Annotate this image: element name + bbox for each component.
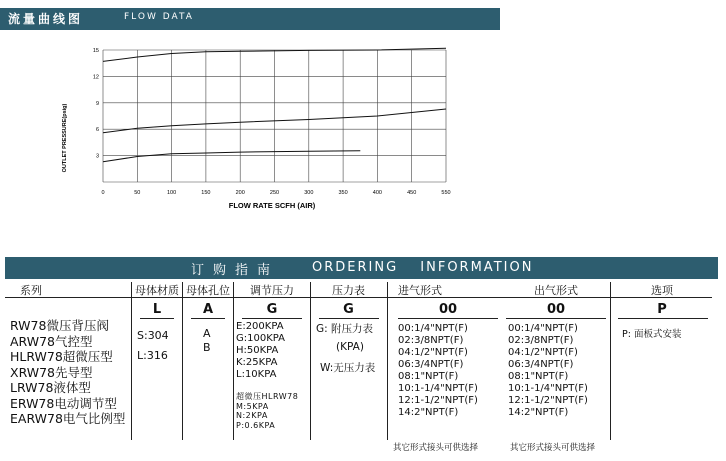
header-gauge: 压力表 <box>332 284 365 297</box>
outlet-item: 04:1/2"NPT(F) <box>508 347 578 358</box>
chart-y-label: OUTLET PRESSURE(psig) <box>62 103 68 173</box>
outlet-item: 08:1"NPT(F) <box>508 371 569 382</box>
inlet-item: 00:1/4"NPT(F) <box>398 323 468 334</box>
code-underline <box>140 318 174 319</box>
code-underline <box>398 318 498 319</box>
code-underline <box>506 318 606 319</box>
inlet-item: 14:2"NPT(F) <box>398 407 459 418</box>
material-item: L:316 <box>137 349 168 362</box>
code-underline <box>242 318 302 319</box>
ordering-title-en: ORDERING INFORMATION <box>312 260 534 275</box>
header-rule <box>5 297 712 298</box>
series-item: HLRW78超微压型 <box>10 349 113 364</box>
outlet-item: 06:3/4NPT(F) <box>508 359 574 370</box>
series-item: ERW78电动调节型 <box>10 395 117 411</box>
pressure-item: N:2KPA <box>236 411 268 420</box>
chart-x-ticks <box>101 190 450 196</box>
header-material: 母体材质 <box>135 284 179 297</box>
y-tick-label: 12 <box>92 74 99 81</box>
inlet-list <box>398 323 478 419</box>
port-item: B <box>203 341 211 354</box>
code-options: P <box>657 302 667 317</box>
pressure-item: P:0.6KPA <box>236 420 276 430</box>
pressure-item: G:100KPA <box>236 333 285 344</box>
material-list <box>137 326 169 366</box>
chart-x-label: FLOW RATE SCFH (AIR) <box>228 201 316 210</box>
flow-title-en: FLOW DATA <box>124 12 194 22</box>
pressure-hl-title: 超微压HLRW78 <box>236 392 299 401</box>
option-item: P: 面板式安装 <box>622 329 682 340</box>
x-tick-label: 350 <box>338 190 348 196</box>
code-inlet: 00 <box>438 302 458 317</box>
code-material: L <box>152 302 162 317</box>
header-ports: 母体孔位 <box>186 284 230 297</box>
pressure-item: H:50KPA <box>236 345 279 356</box>
header-options: 选项 <box>651 284 673 297</box>
pressure-item: L:10KPA <box>236 369 277 380</box>
code-underline <box>618 318 708 319</box>
gauge-text-3: W:无压力表 <box>320 362 376 374</box>
series-item: EARW78电气比例型 <box>10 411 126 426</box>
pressure-item: E:200KPA <box>236 321 284 332</box>
header-outlet: 出气形式 <box>534 284 578 297</box>
outlet-item: 12:1-1/2"NPT(F) <box>508 395 588 406</box>
y-tick-label: 3 <box>95 153 99 160</box>
outlet-item: 10:1-1/4"NPT(F) <box>508 383 588 394</box>
inlet-item: 10:1-1/4"NPT(F) <box>398 383 478 394</box>
chart-grid <box>103 50 446 182</box>
gauge-text-2: (KPA) <box>336 341 364 353</box>
series-line-curve-3 <box>103 151 360 162</box>
series-item: LRW78液体型 <box>10 380 91 395</box>
pressure-hl-list <box>236 392 298 430</box>
code-underline <box>319 318 379 319</box>
x-tick-label: 300 <box>304 190 314 196</box>
code-outlet: 00 <box>546 302 566 317</box>
series-item: XRW78先导型 <box>10 364 93 380</box>
inlet-note: 其它形式接头可供选择 <box>393 443 479 453</box>
inlet-item: 12:1-1/2"NPT(F) <box>398 395 478 406</box>
series-list <box>10 318 125 427</box>
outlet-item: 14:2"NPT(F) <box>508 407 569 418</box>
flow-title-cn: 流量曲线图 <box>8 12 84 26</box>
x-tick-label: 200 <box>235 190 245 196</box>
x-tick-label: 450 <box>407 190 417 196</box>
flow-data-header <box>0 8 500 28</box>
material-item: S:304 <box>137 329 169 342</box>
inlet-item: 02:3/8NPT(F) <box>398 335 464 346</box>
ordering-title-cn: 订购指南 <box>191 263 280 278</box>
header-series: 系列 <box>20 284 42 297</box>
outlet-item: 00:1/4"NPT(F) <box>508 323 578 334</box>
column-divider <box>610 282 611 440</box>
header-inlet: 进气形式 <box>398 284 442 297</box>
code-ports: A <box>202 302 214 317</box>
series-item: RW78微压背压阀 <box>10 318 109 333</box>
outlet-note: 其它形式接头可供选择 <box>510 443 596 453</box>
code-underline <box>191 318 225 319</box>
x-tick-label: 150 <box>201 190 211 196</box>
chart-y-ticks <box>93 48 99 160</box>
outlet-item: 02:3/8NPT(F) <box>508 335 574 346</box>
pressure-item: M:5KPA <box>236 401 269 411</box>
x-tick-label: 50 <box>134 190 141 196</box>
code-gauge: G <box>343 302 354 317</box>
y-tick-label: 15 <box>92 48 99 54</box>
code-pressure: G <box>266 302 278 317</box>
gauge-text-1: G: 附压力表 <box>316 323 374 335</box>
x-tick-label: 100 <box>167 190 177 196</box>
x-tick-label: 250 <box>269 190 280 196</box>
ports-list <box>203 327 211 355</box>
pressure-list <box>236 321 285 381</box>
pressure-item: K:25KPA <box>236 357 278 368</box>
inlet-item: 04:1/2"NPT(F) <box>398 347 468 358</box>
y-tick-label: 9 <box>95 100 99 107</box>
x-tick-label: 400 <box>372 190 382 196</box>
flow-chart <box>0 30 500 220</box>
ordering-header <box>5 257 718 279</box>
port-item: A <box>203 327 211 340</box>
x-tick-label: 550 <box>441 190 451 196</box>
outlet-list <box>508 323 588 419</box>
series-item: ARW78气控型 <box>10 333 93 349</box>
inlet-item: 06:3/4NPT(F) <box>398 359 464 370</box>
header-pressure: 调节压力 <box>250 284 294 297</box>
column-divider <box>387 282 388 440</box>
y-tick-label: 6 <box>95 127 99 134</box>
x-tick-label: 0 <box>101 190 105 196</box>
inlet-item: 08:1"NPT(F) <box>398 371 459 382</box>
